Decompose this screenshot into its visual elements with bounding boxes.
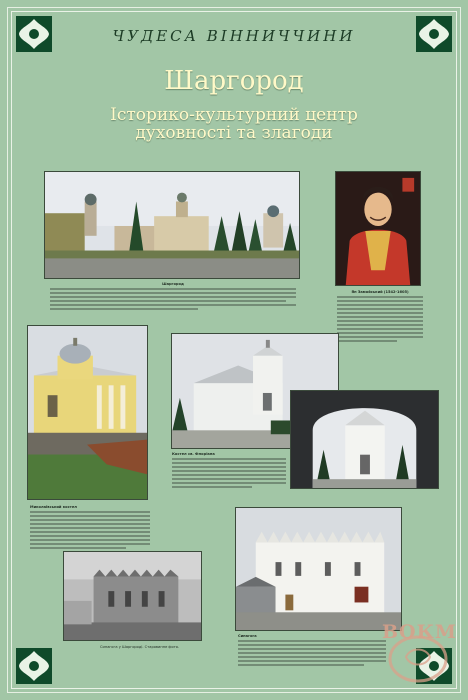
church-photo — [27, 325, 148, 500]
caption-title: Шаргород — [162, 282, 184, 286]
series-title: ЧУДЕСА ВІННИЧЧИНИ — [112, 27, 356, 45]
subtitle-line: духовності та злагоди — [135, 123, 333, 143]
caption-title: Миколаївський костел — [30, 505, 77, 509]
portrait-caption — [337, 290, 423, 344]
synagogue-photo — [235, 507, 402, 631]
subtitle-line: Історико-культурний центр — [110, 105, 358, 125]
stamp-text: ВОКМ — [382, 621, 457, 643]
old-synagogue-photo — [63, 551, 202, 641]
museum-stamp-logo — [382, 617, 457, 687]
caption-title: Костел св. Флоріана — [172, 452, 215, 456]
page-subtitle — [40, 106, 428, 142]
panorama-caption — [50, 282, 296, 312]
page-title: Шаргород — [164, 66, 304, 96]
town-panorama-photo — [44, 171, 300, 279]
caption-title: Ян Замойський (1542-1605) — [351, 290, 409, 294]
corner-ornament-icon — [14, 646, 54, 686]
monastery-caption — [172, 452, 286, 490]
arch-photo — [290, 390, 439, 489]
caption-title: Синагога — [238, 634, 257, 638]
synagogue-caption — [238, 634, 386, 668]
old-photo-caption — [100, 645, 210, 649]
caption-title: Синагога у Шаргороді. Старовинне фото. — [100, 645, 180, 649]
portrait-photo — [335, 171, 421, 286]
church-caption — [30, 505, 150, 551]
